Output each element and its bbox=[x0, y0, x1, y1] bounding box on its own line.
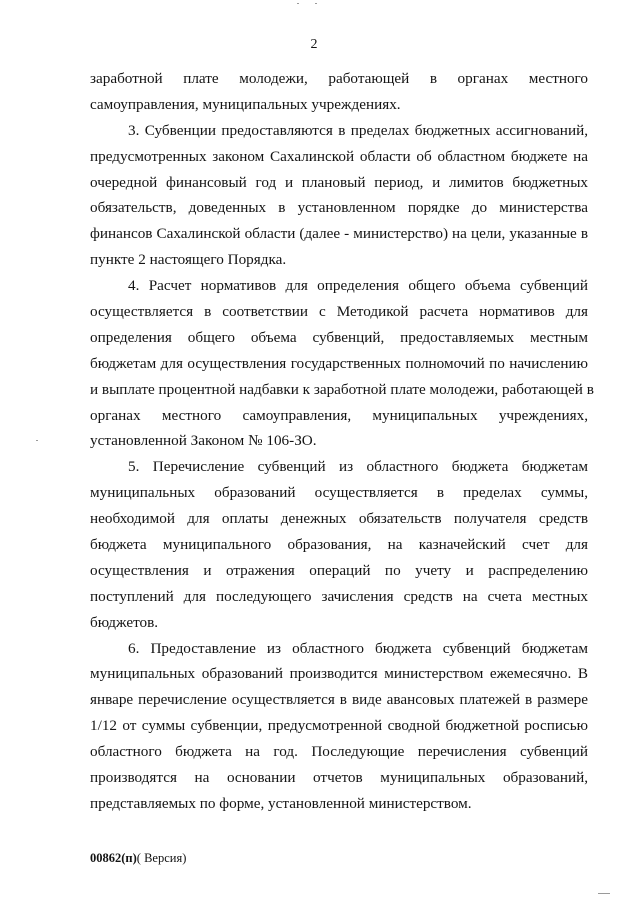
text-line: 4. Расчет нормативов для определения общего объема субвенций bbox=[128, 277, 588, 295]
document-footer bbox=[90, 851, 186, 866]
text-line: бюджетов. bbox=[90, 613, 159, 631]
text-line: бюджета муниципального образования, на казначейский счет для bbox=[90, 536, 588, 554]
text-line: определения общего объема субвенций, предоставляемых местным bbox=[90, 328, 588, 346]
scan-speck bbox=[315, 3, 317, 4]
document-body bbox=[90, 66, 594, 817]
text-line: областного бюджета на год. Последующие перечисления субвенций bbox=[90, 743, 588, 761]
text-line: поступлений для последующего зачисления средств на счета местных bbox=[90, 587, 588, 605]
page-number: 2 bbox=[310, 37, 318, 52]
paragraph-item-5 bbox=[90, 454, 588, 635]
text-line: 3. Субвенции предоставляются в пределах бюджетных ассигнований, bbox=[128, 121, 588, 139]
scan-speck bbox=[297, 3, 299, 4]
text-line: финансов Сахалинской области (далее - министерство) на цели, указанные в bbox=[90, 225, 588, 243]
text-line: осуществляется в соответствии с Методикой расчета нормативов для bbox=[90, 303, 588, 321]
text-line: муниципальных образований производится министерством ежемесячно. В bbox=[90, 665, 588, 683]
document-version: ( Версия) bbox=[136, 851, 187, 865]
text-line: предусмотренных законом Сахалинской области об областном бюджете на bbox=[90, 147, 588, 165]
text-line: январе перечисление осуществляется в виде авансовых платежей в размере bbox=[90, 691, 588, 709]
text-line: заработной плате молодежи, работающей в органах местного bbox=[90, 70, 588, 87]
text-line: 5. Перечисление субвенций из областного бюджета бюджетам bbox=[128, 458, 588, 476]
text-line: и выплате процентной надбавки к заработной плате молодежи, работающей в bbox=[90, 380, 594, 398]
scan-speck bbox=[598, 893, 610, 894]
scan-speck bbox=[36, 440, 38, 441]
text-line: очередной финансовый год и плановый период, и лимитов бюджетных bbox=[90, 173, 588, 191]
paragraph-continuation bbox=[90, 66, 588, 118]
text-line: бюджетам для осуществления государственных полномочий по начислению bbox=[90, 354, 588, 372]
text-line: представляемых по форме, установленной министерством. bbox=[90, 794, 472, 812]
text-line: осуществления и отражения операций по учету и распределению bbox=[90, 561, 588, 579]
text-line: необходимой для оплаты денежных обязательств получателя средств bbox=[90, 510, 588, 528]
paragraph-item-3 bbox=[90, 118, 588, 273]
paragraph-item-6 bbox=[90, 636, 588, 817]
paragraph-item-4 bbox=[90, 273, 594, 454]
text-line: самоуправления, муниципальных учреждениях. bbox=[90, 95, 401, 113]
text-line: 6. Предоставление из областного бюджета субвенций бюджетам bbox=[128, 639, 588, 657]
text-line: органах местного самоуправления, муниципальных учреждениях, bbox=[90, 406, 588, 424]
text-line: обязательств, доведенных в установленном порядке до министерства bbox=[90, 199, 588, 217]
text-line: пункте 2 настоящего Порядка. bbox=[90, 251, 287, 269]
text-line: муниципальных образований осуществляется в пределах суммы, bbox=[90, 484, 588, 502]
text-line: 1/12 от суммы субвенции, предусмотренной сводной бюджетной росписью bbox=[90, 717, 588, 735]
document-code: 00862(п) bbox=[90, 851, 137, 865]
text-line: установленной Законом № 106-ЗО. bbox=[90, 432, 317, 450]
text-line: производятся на основании отчетов муниципальных образований, bbox=[90, 769, 588, 787]
